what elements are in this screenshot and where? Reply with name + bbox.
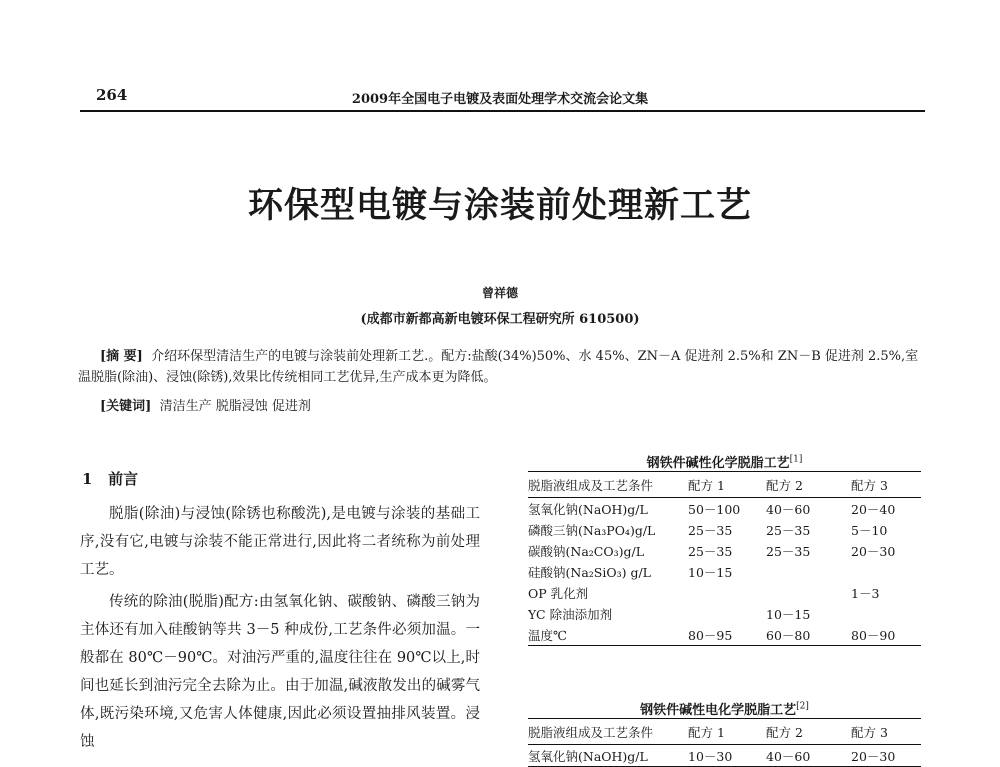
table-row xyxy=(528,498,921,520)
table-cell xyxy=(688,582,766,603)
abstract xyxy=(78,346,928,388)
table1-block xyxy=(528,452,921,646)
table-cell: 50－100 xyxy=(688,501,741,517)
table-cell: YC 除油添加剂 xyxy=(528,606,613,622)
author: 曾祥德 xyxy=(481,286,518,300)
table-cell: 氢氧化钠(NaOH)g/L xyxy=(528,501,648,517)
abstract-label: [摘 要] xyxy=(100,349,143,364)
page-number: 264 xyxy=(96,86,128,104)
table-cell: 40－60 xyxy=(766,501,811,517)
paragraph: 传统的除油(脱脂)配方:由氢氧化钠、碳酸钠、磷酸三钠为主体还有加入硅酸钠等共 3－5 种成份,工艺条件必须加温。一般都在 80℃－90℃。对油污严重的,温度往往在 90℃以上,时间也延长到油污完全去除为止。由于加温,碱液散发出的碱雾气体,既污染环境,又危害人体健康,因此必须设置抽排风装置。浸蚀 xyxy=(80,594,480,750)
table-cell: 10－15 xyxy=(688,564,733,580)
table-header-cell: 配方 2 xyxy=(766,472,851,498)
abstract-text: 介绍环保型清洁生产的电镀与涂装前处理新工艺.。配方:盐酸(34%)50%、水 45%、ZN－A 促进剂 2.5%和 ZN－B 促进剂 2.5%,室温脱脂(除油)、浸蚀(除锈),效果比传统相同工艺优异,生产成本更为降低。 xyxy=(78,349,919,385)
table2-block xyxy=(528,699,921,767)
table-cell: 25－35 xyxy=(688,522,733,538)
table-header-cell: 脱脂液组成及工艺条件 xyxy=(528,472,688,498)
table-row xyxy=(528,540,921,561)
table-cell: 温度℃ xyxy=(528,624,688,646)
table2-caption xyxy=(528,699,921,718)
table-cell: 1－3 xyxy=(851,585,880,601)
body-text xyxy=(80,500,480,760)
table-cell: 20－30 xyxy=(851,745,921,767)
section-title: 前言 xyxy=(108,470,139,488)
table-cell: 硅酸钠(Na₂SiO₃) g/L xyxy=(528,564,651,580)
table-header-cell: 配方 1 xyxy=(688,472,766,498)
table1-ref: [1] xyxy=(789,454,803,465)
table1-caption-text: 钢铁件碱性化学脱脂工艺 xyxy=(646,456,790,471)
keywords-text: 清洁生产 脱脂浸蚀 促进剂 xyxy=(159,399,311,414)
section-number: 1 xyxy=(82,470,93,488)
table-cell xyxy=(766,561,851,582)
table-cell xyxy=(851,603,921,624)
table-header-cell: 配方 3 xyxy=(851,472,921,498)
keywords xyxy=(100,395,311,414)
table1-caption xyxy=(528,452,921,471)
table-cell: 80－95 xyxy=(688,624,766,646)
table-row xyxy=(528,624,921,646)
table-cell: 40－60 xyxy=(766,745,851,767)
section-heading xyxy=(82,468,138,489)
table-row xyxy=(528,561,921,582)
table-cell: 10－15 xyxy=(766,606,811,622)
keywords-label: [关键词] xyxy=(100,399,152,414)
table-header-row xyxy=(528,472,921,498)
table-header-cell: 配方 3 xyxy=(851,719,921,745)
table-cell: 25－35 xyxy=(766,543,811,559)
header-rule xyxy=(80,110,925,112)
table-cell xyxy=(766,582,851,603)
paragraph: 脱脂(除油)与浸蚀(除锈也称酸洗),是电镀与涂装的基础工序,没有它,电镀与涂装不能正常进行,因此将二者统称为前处理工艺。 xyxy=(80,506,480,578)
table-cell: OP 乳化剂 xyxy=(528,585,589,601)
table-cell: 磷酸三钠(Na₃PO₄)g/L xyxy=(528,522,656,538)
table-row xyxy=(528,603,921,624)
table-cell: 25－35 xyxy=(766,522,811,538)
table-header-row xyxy=(528,719,921,745)
table-cell: 20－30 xyxy=(851,543,896,559)
table-row xyxy=(528,582,921,603)
table-row xyxy=(528,745,921,767)
table-cell: 10－30 xyxy=(688,745,766,767)
table-cell: 20－40 xyxy=(851,501,896,517)
table-cell: 氢氧化钠(NaOH)g/L xyxy=(528,745,688,767)
table1 xyxy=(528,471,921,646)
affiliation: (成都市新都高新电镀环保工程研究所 610500) xyxy=(360,312,640,327)
table-cell: 25－35 xyxy=(688,543,733,559)
table2-ref: [2] xyxy=(796,701,809,712)
table-header-cell: 脱脂液组成及工艺条件 xyxy=(528,719,688,745)
table-cell: 60－80 xyxy=(766,624,851,646)
table-header-cell: 配方 2 xyxy=(766,719,851,745)
table-row xyxy=(528,519,921,540)
table-header-cell: 配方 1 xyxy=(688,719,766,745)
table-cell: 80－90 xyxy=(851,624,921,646)
table-cell: 碳酸钠(Na₂CO₃)g/L xyxy=(528,543,644,559)
table2-caption-text: 钢铁件碱性电化学脱脂工艺 xyxy=(640,703,797,718)
running-header: 2009年全国电子电镀及表面处理学术交流会论文集 xyxy=(351,92,649,107)
table-cell xyxy=(851,561,921,582)
table-cell xyxy=(688,603,766,624)
table-cell: 5－10 xyxy=(851,522,888,538)
paper-title: 环保型电镀与涂装前处理新工艺 xyxy=(247,185,752,226)
